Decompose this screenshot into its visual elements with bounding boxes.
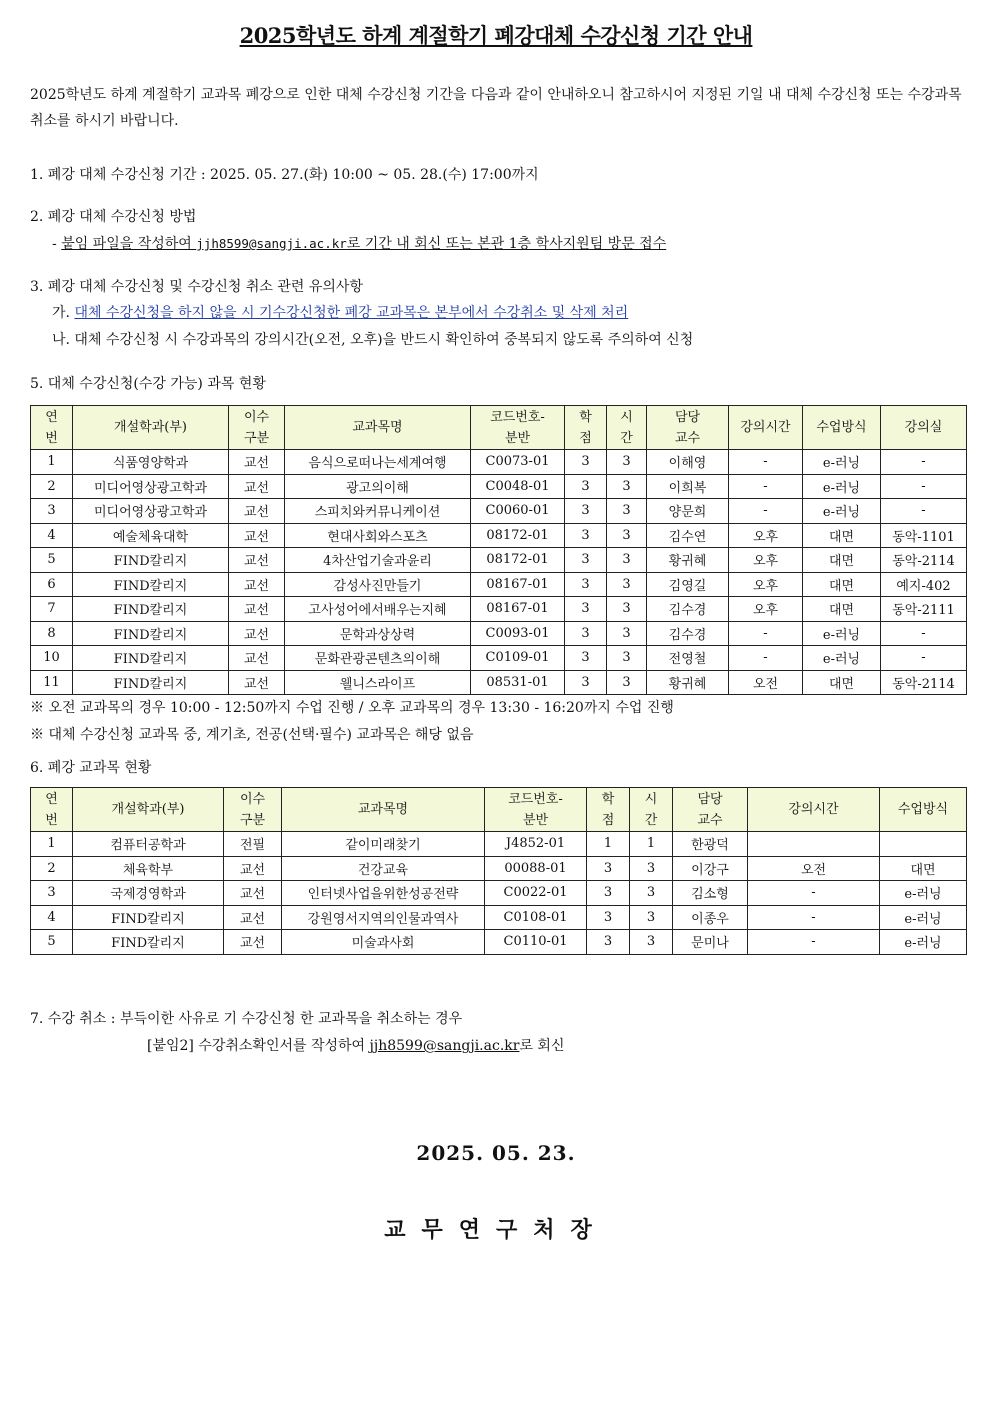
table-cell: 교선 <box>229 523 285 548</box>
table-cell: 현대사회와스포츠 <box>285 523 471 548</box>
table-cell: C0093-01 <box>471 621 565 646</box>
table-cell: 황귀혜 <box>647 670 729 695</box>
table-cell: 문화관광콘텐츠의이해 <box>285 646 471 671</box>
table-cell: - <box>881 499 967 524</box>
column-header: 담당 교수 <box>647 406 729 450</box>
table-cell: 3 <box>565 499 607 524</box>
column-header: 이수 구분 <box>229 406 285 450</box>
column-header: 개설학과(부) <box>73 406 229 450</box>
table-cell: e-러닝 <box>880 930 967 955</box>
table-cell: 3 <box>565 474 607 499</box>
table-cell: 3 <box>607 597 647 622</box>
table-cell: 교선 <box>224 905 282 930</box>
table-cell: 국제경영학과 <box>73 881 224 906</box>
column-header: 개설학과(부) <box>73 788 224 832</box>
table-cell: FIND칼리지 <box>73 621 229 646</box>
column-header: 강의시간 <box>729 406 803 450</box>
table-cell: 08167-01 <box>471 572 565 597</box>
table-cell: 감성사진만들기 <box>285 572 471 597</box>
table-cell: C0022-01 <box>485 881 587 906</box>
column-header: 코드번호- 분반 <box>471 406 565 450</box>
table-cell: 2 <box>31 474 73 499</box>
table-row <box>31 474 967 499</box>
page-title: 2025학년도 하계 계절학기 폐강대체 수강신청 기간 안내 <box>239 23 753 48</box>
table-cell: 문학과상상력 <box>285 621 471 646</box>
section-5-heading: 5. 대체 수강신청(수강 가능) 과목 현황 <box>30 376 266 392</box>
table-row <box>31 670 967 695</box>
column-header: 담당 교수 <box>673 788 748 832</box>
table-cell: 동악-1101 <box>881 523 967 548</box>
section-7-email-link[interactable]: jjh8599@sangji.ac.kr <box>369 1038 520 1054</box>
table-cell: 강원영서지역의인물과역사 <box>282 905 485 930</box>
table-row <box>31 621 967 646</box>
table-cell: 컴퓨터공학과 <box>73 832 224 857</box>
table-cell: - <box>748 930 880 955</box>
table-cell: - <box>881 646 967 671</box>
table-cell: 동악-2114 <box>881 670 967 695</box>
section-2-item <box>52 233 666 253</box>
table-cell: 3 <box>565 548 607 573</box>
table-cell: 8 <box>31 621 73 646</box>
table-cell: 오후 <box>729 572 803 597</box>
table-cell: 3 <box>565 670 607 695</box>
table-cell: - <box>729 646 803 671</box>
table-cell: C0108-01 <box>485 905 587 930</box>
table-cell: 김소형 <box>673 881 748 906</box>
table-cell: 이희복 <box>647 474 729 499</box>
table-cell: 같이미래찾기 <box>282 832 485 857</box>
table-cell: 동악-2114 <box>881 548 967 573</box>
table-cell: 이해영 <box>647 450 729 475</box>
section-3-ga-prefix: 가. <box>52 305 75 321</box>
table-cell: 인터넷사업을위한성공전략 <box>282 881 485 906</box>
table-cell: FIND칼리지 <box>73 597 229 622</box>
table-cell: 동악-2111 <box>881 597 967 622</box>
table-row <box>31 832 967 857</box>
table-cell: 교선 <box>229 474 285 499</box>
section-7-line-2 <box>147 1035 564 1055</box>
table-cell: FIND칼리지 <box>73 930 224 955</box>
table-cell: 교선 <box>229 670 285 695</box>
table-cell: FIND칼리지 <box>73 670 229 695</box>
section-3-heading: 3. 폐강 대체 수강신청 및 수강신청 취소 관련 유의사항 <box>30 279 363 295</box>
table-cell: 3 <box>587 856 630 881</box>
table-cell: 전필 <box>224 832 282 857</box>
section-1-period: 1. 폐강 대체 수강신청 기간 : 2025. 05. 27.(화) 10:00 ~ 05. 28.(수) 17:00까지 <box>30 167 539 183</box>
table-cell: FIND칼리지 <box>73 646 229 671</box>
table-cell: 5 <box>31 930 73 955</box>
table-cell: 08531-01 <box>471 670 565 695</box>
table-cell: C0109-01 <box>471 646 565 671</box>
column-header: 강의실 <box>881 406 967 450</box>
table-cell: 7 <box>31 597 73 622</box>
table-cell: 김수연 <box>647 523 729 548</box>
intro-paragraph: 2025학년도 하계 계절학기 교과목 폐강으로 인한 대체 수강신청 기간을 다음과 같이 안내하오니 참고하시어 지정된 기일 내 대체 수강신청 또는 수강과목 취소를 하시기 바랍니다. <box>30 87 962 129</box>
table-cell <box>748 832 880 857</box>
table-cell: C0073-01 <box>471 450 565 475</box>
table-cell: 체육학부 <box>73 856 224 881</box>
table-cell: e-러닝 <box>803 474 881 499</box>
table-cell: 교선 <box>224 856 282 881</box>
table-cell: 3 <box>565 523 607 548</box>
table-cell: 이강구 <box>673 856 748 881</box>
table-cell: 3 <box>587 881 630 906</box>
section-2-email-link[interactable]: jjh8599@sangji.ac.kr <box>196 236 347 251</box>
table-header-row <box>31 788 967 832</box>
column-header: 학 점 <box>565 406 607 450</box>
table-cell: C0048-01 <box>471 474 565 499</box>
table-cell: 3 <box>607 548 647 573</box>
table-cell: 교선 <box>229 450 285 475</box>
section-2-prefix: - <box>52 236 62 252</box>
column-header: 수업방식 <box>880 788 967 832</box>
section-3-ga-text: 대체 수강신청을 하지 않을 시 기수강신청한 폐강 교과목은 본부에서 수강취소 및 삭제 처리 <box>74 305 629 321</box>
table-cell: e-러닝 <box>880 881 967 906</box>
table-cell: 4차산업기술과윤리 <box>285 548 471 573</box>
issuer-signature: 교무연구처장 <box>384 1217 608 1243</box>
table-cell: 1 <box>31 450 73 475</box>
column-header: 코드번호- 분반 <box>485 788 587 832</box>
table-cell: 3 <box>607 621 647 646</box>
table-cell: 10 <box>31 646 73 671</box>
table-cell: 3 <box>565 572 607 597</box>
table-cell: - <box>729 621 803 646</box>
table-cell: 3 <box>31 499 73 524</box>
table-cell: 6 <box>31 572 73 597</box>
table-cell: 오후 <box>729 548 803 573</box>
table-cell: 3 <box>607 499 647 524</box>
section-3-item-na: 나. 대체 수강신청 시 수강과목의 강의시간(오전, 오후)을 반드시 확인하여 중복되지 않도록 주의하여 신청 <box>52 332 694 348</box>
column-header: 교과목명 <box>282 788 485 832</box>
table-cell: FIND칼리지 <box>73 572 229 597</box>
table-cell: 3 <box>607 670 647 695</box>
table-cell: 교선 <box>224 881 282 906</box>
table-cell: 08167-01 <box>471 597 565 622</box>
table-row <box>31 856 967 881</box>
column-header: 시 간 <box>607 406 647 450</box>
table-cell: 3 <box>587 930 630 955</box>
table-cell: 오후 <box>729 597 803 622</box>
table-cell: 3 <box>565 646 607 671</box>
section-7-text-a: [붙임2] 수강취소확인서를 작성하여 <box>147 1038 370 1054</box>
table-cell: 미술과사회 <box>282 930 485 955</box>
table-cell: J4852-01 <box>485 832 587 857</box>
table-cell: 오전 <box>729 670 803 695</box>
available-courses-table <box>30 405 967 695</box>
table-cell: 대면 <box>803 670 881 695</box>
table-cell: 3 <box>565 621 607 646</box>
column-header: 연 번 <box>31 788 73 832</box>
table-cell: - <box>881 474 967 499</box>
closed-courses-table <box>30 787 967 955</box>
table-cell: 교선 <box>229 646 285 671</box>
table-cell: - <box>748 905 880 930</box>
table-cell: 전영철 <box>647 646 729 671</box>
table-cell: 3 <box>607 646 647 671</box>
table-cell: 오전 <box>748 856 880 881</box>
table-cell: 미디어영상광고학과 <box>73 499 229 524</box>
column-header: 강의시간 <box>748 788 880 832</box>
section-6-heading: 6. 폐강 교과목 현황 <box>30 760 152 776</box>
table-cell: 스피치와커뮤니케이션 <box>285 499 471 524</box>
table-cell: 미디어영상광고학과 <box>73 474 229 499</box>
table-cell: 3 <box>565 597 607 622</box>
table-cell: 대면 <box>803 597 881 622</box>
table-cell: - <box>881 450 967 475</box>
section-7-text-b: 로 회신 <box>519 1038 565 1054</box>
column-header: 학 점 <box>587 788 630 832</box>
table-cell: - <box>881 621 967 646</box>
table-cell: C0060-01 <box>471 499 565 524</box>
table-cell: 3 <box>31 881 73 906</box>
table-cell: 교선 <box>229 621 285 646</box>
section-2-text-b: 로 기간 내 회신 또는 본관 1층 학사지원팀 방문 접수 <box>346 236 667 252</box>
notice-date: 2025. 05. 23. <box>416 1141 576 1165</box>
table-cell: C0110-01 <box>485 930 587 955</box>
table-cell: 1 <box>31 832 73 857</box>
table-row <box>31 905 967 930</box>
table-cell: 1 <box>630 832 673 857</box>
table-cell: 1 <box>587 832 630 857</box>
table-cell: 3 <box>607 474 647 499</box>
table-cell: 교선 <box>224 930 282 955</box>
table-header-row <box>31 406 967 450</box>
table-cell: 음식으로떠나는세계여행 <box>285 450 471 475</box>
section-5-note-2: ※ 대체 수강신청 교과목 중, 계기초, 전공(선택·필수) 교과목은 해당 없음 <box>30 727 474 743</box>
table-cell: 3 <box>565 450 607 475</box>
table-cell: 문미나 <box>673 930 748 955</box>
table-cell: 김수경 <box>647 621 729 646</box>
table-cell: 한광덕 <box>673 832 748 857</box>
table-cell: 4 <box>31 523 73 548</box>
table-cell: 08172-01 <box>471 548 565 573</box>
section-2-text-a: 붙임 파일을 작성하여 <box>61 236 197 252</box>
table-cell: 대면 <box>803 548 881 573</box>
table-cell: 3 <box>630 856 673 881</box>
table-cell: - <box>748 881 880 906</box>
column-header: 연 번 <box>31 406 73 450</box>
table-cell: 예지-402 <box>881 572 967 597</box>
table-cell: 교선 <box>229 548 285 573</box>
table-row <box>31 597 967 622</box>
table-cell: 교선 <box>229 572 285 597</box>
table-cell: 양문희 <box>647 499 729 524</box>
table-cell: 김수경 <box>647 597 729 622</box>
table-cell: 황귀혜 <box>647 548 729 573</box>
table-cell: - <box>729 450 803 475</box>
table-cell: - <box>729 499 803 524</box>
table-cell: 건강교육 <box>282 856 485 881</box>
table-row <box>31 646 967 671</box>
column-header: 이수 구분 <box>224 788 282 832</box>
table-cell: e-러닝 <box>803 646 881 671</box>
table-row <box>31 930 967 955</box>
table-cell: 3 <box>587 905 630 930</box>
table-cell: 웰니스라이프 <box>285 670 471 695</box>
table-row <box>31 572 967 597</box>
table-cell: 3 <box>630 881 673 906</box>
table-cell: 08172-01 <box>471 523 565 548</box>
table-cell: 4 <box>31 905 73 930</box>
table-row <box>31 450 967 475</box>
table-cell: 00088-01 <box>485 856 587 881</box>
column-header: 수업방식 <box>803 406 881 450</box>
table-row <box>31 499 967 524</box>
table-cell: FIND칼리지 <box>73 905 224 930</box>
table-cell: FIND칼리지 <box>73 548 229 573</box>
table-row <box>31 523 967 548</box>
table-cell: e-러닝 <box>880 905 967 930</box>
table-cell: 대면 <box>803 523 881 548</box>
table-cell: 식품영양학과 <box>73 450 229 475</box>
table-cell: 11 <box>31 670 73 695</box>
table-cell: 오후 <box>729 523 803 548</box>
table-row <box>31 881 967 906</box>
table-cell: 교선 <box>229 499 285 524</box>
table-cell: 2 <box>31 856 73 881</box>
section-5-note-1: ※ 오전 교과목의 경우 10:00 - 12:50까지 수업 진행 / 오후 교과목의 경우 13:30 - 16:20까지 수업 진행 <box>30 700 674 716</box>
table-cell: 고사성어에서배우는지혜 <box>285 597 471 622</box>
table-cell: 3 <box>607 450 647 475</box>
table-cell: 3 <box>630 930 673 955</box>
table-cell: 3 <box>607 523 647 548</box>
column-header: 시 간 <box>630 788 673 832</box>
table-cell: e-러닝 <box>803 450 881 475</box>
column-header: 교과목명 <box>285 406 471 450</box>
table-cell: 이종우 <box>673 905 748 930</box>
section-2-heading: 2. 폐강 대체 수강신청 방법 <box>30 209 197 225</box>
table-cell: 광고의이해 <box>285 474 471 499</box>
table-cell: 김영길 <box>647 572 729 597</box>
table-cell: e-러닝 <box>803 621 881 646</box>
table-cell: 교선 <box>229 597 285 622</box>
table-cell: 대면 <box>803 572 881 597</box>
table-cell: - <box>729 474 803 499</box>
table-cell <box>880 832 967 857</box>
table-row <box>31 548 967 573</box>
table-cell: 3 <box>607 572 647 597</box>
table-cell: 3 <box>630 905 673 930</box>
table-cell: 대면 <box>880 856 967 881</box>
table-cell: e-러닝 <box>803 499 881 524</box>
section-7-line-1: 7. 수강 취소 : 부득이한 사유로 기 수강신청 한 교과목을 취소하는 경우 <box>30 1011 463 1027</box>
table-cell: 5 <box>31 548 73 573</box>
section-3-item-ga <box>52 302 628 322</box>
table-cell: 예술체육대학 <box>73 523 229 548</box>
